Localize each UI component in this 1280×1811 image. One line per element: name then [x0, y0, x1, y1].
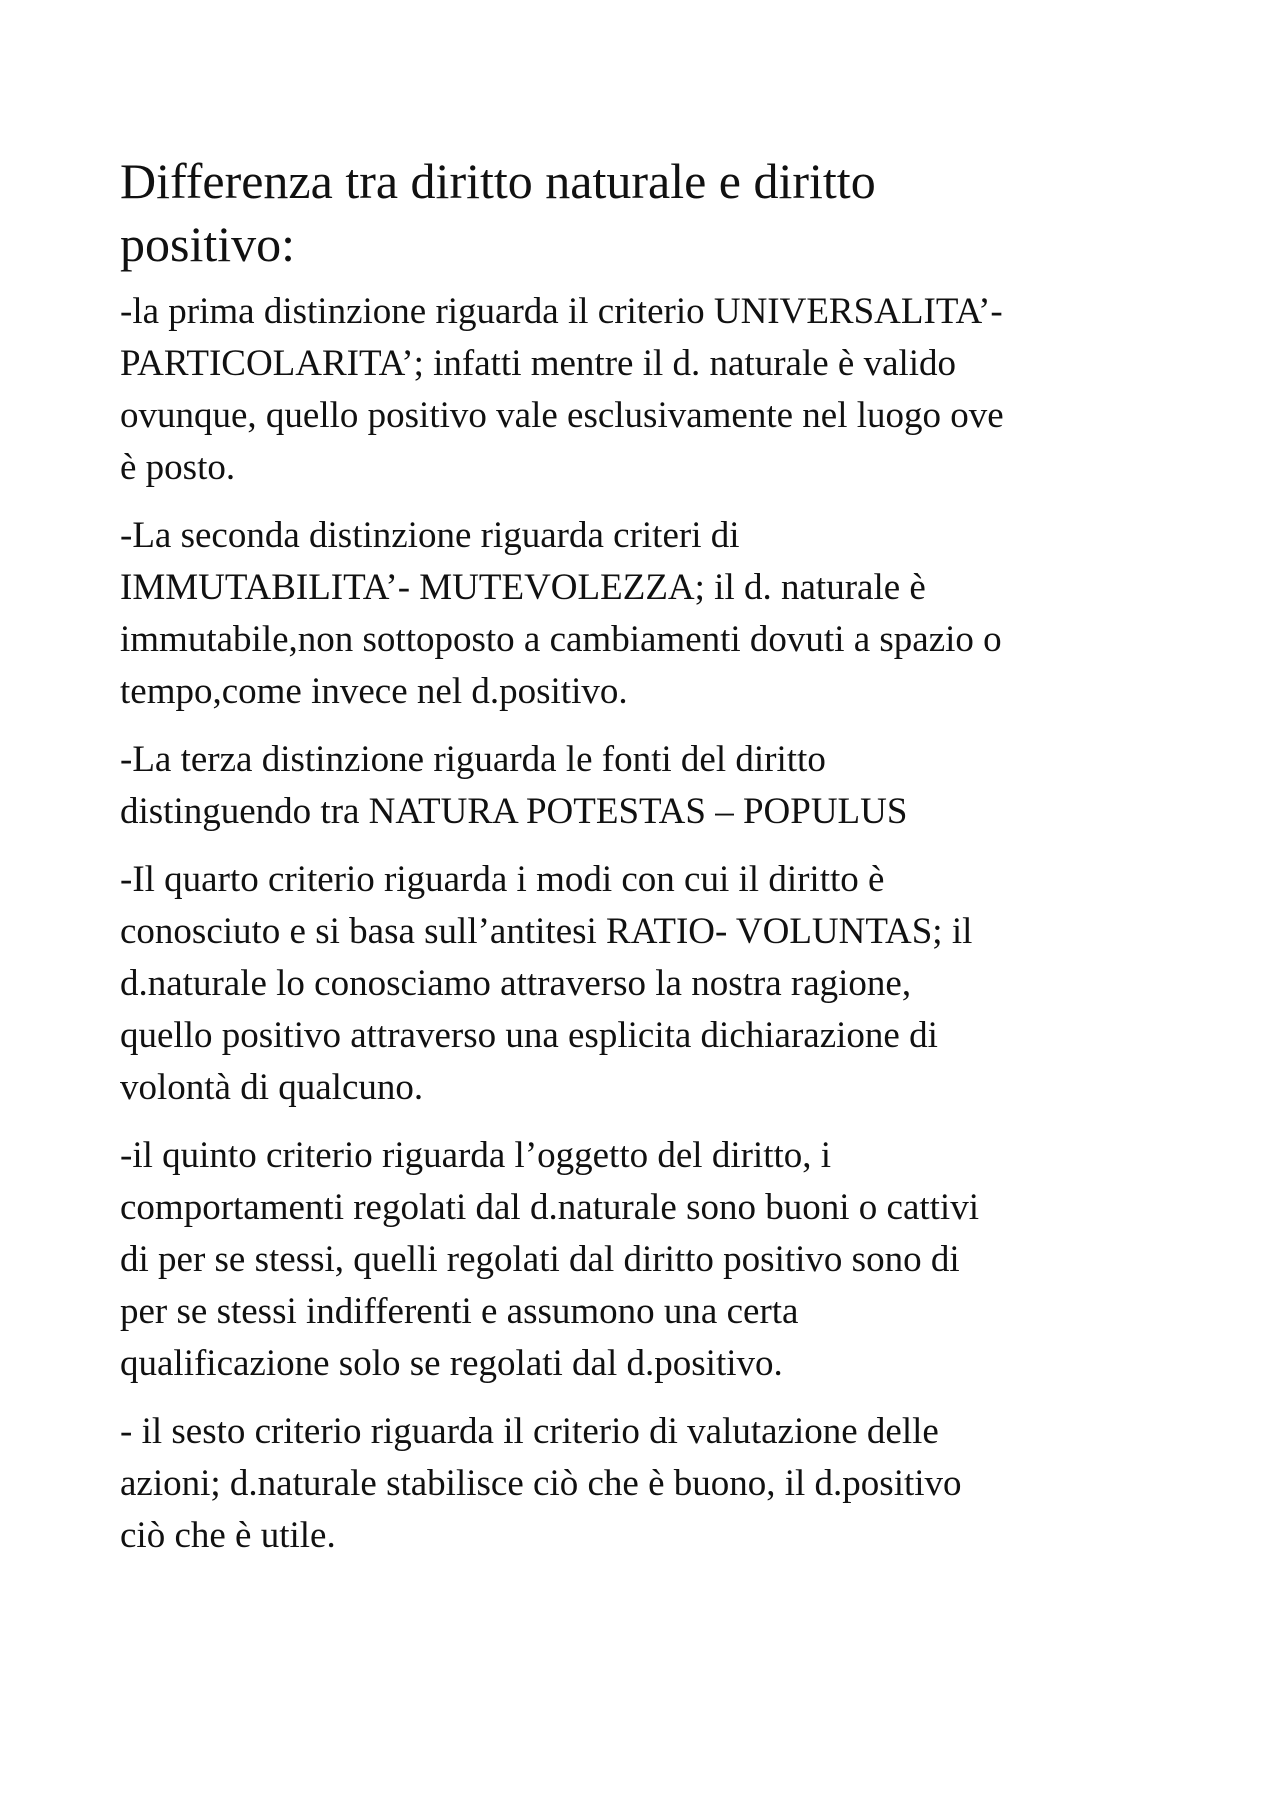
paragraph-fourth-criterion [120, 854, 1180, 1114]
text-line: distinguendo tra NATURA POTESTAS – POPULUS [120, 791, 908, 832]
title-line: positivo: [120, 216, 296, 272]
paragraph-sixth-criterion [120, 1406, 1180, 1562]
text-line: è posto. [120, 447, 236, 488]
text-line: - il sesto criterio riguarda il criterio di valutazione delle [120, 1411, 939, 1452]
text-line: ciò che è utile. [120, 1515, 336, 1556]
text-line: d.naturale lo conosciamo attraverso la nostra ragione, [120, 963, 912, 1004]
page-title [120, 150, 1180, 276]
text-line: conosciuto e si basa sull’antitesi RATIO- VOLUNTAS; il [120, 911, 973, 952]
text-line: volontà di qualcuno. [120, 1067, 424, 1108]
text-line: immutabile,non sottoposto a cambiamenti dovuti a spazio o [120, 619, 1002, 660]
text-line: PARTICOLARITA’; infatti mentre il d. naturale è valido [120, 343, 957, 384]
document-page [120, 150, 1180, 1578]
title-line: Differenza tra diritto naturale e diritto [120, 153, 876, 209]
text-line: tempo,come invece nel d.positivo. [120, 671, 628, 712]
text-line: di per se stessi, quelli regolati dal diritto positivo sono di [120, 1239, 960, 1280]
text-line: comportamenti regolati dal d.naturale sono buoni o cattivi [120, 1187, 979, 1228]
paragraph-second-distinction [120, 510, 1180, 718]
text-line: per se stessi indifferenti e assumono una certa [120, 1291, 799, 1332]
text-line: -il quinto criterio riguarda l’oggetto del diritto, i [120, 1135, 832, 1176]
text-line: -La seconda distinzione riguarda criteri di [120, 515, 740, 556]
text-line: -la prima distinzione riguarda il criterio UNIVERSALITA’- [120, 291, 1003, 332]
text-line: ovunque, quello positivo vale esclusivamente nel luogo ove [120, 395, 1004, 436]
paragraph-third-distinction [120, 734, 1180, 838]
paragraph-fifth-criterion [120, 1130, 1180, 1390]
paragraph-first-distinction [120, 286, 1180, 494]
text-line: qualificazione solo se regolati dal d.positivo. [120, 1343, 783, 1384]
text-line: -Il quarto criterio riguarda i modi con cui il diritto è [120, 859, 885, 900]
text-line: azioni; d.naturale stabilisce ciò che è buono, il d.positivo [120, 1463, 962, 1504]
text-line: quello positivo attraverso una esplicita dichiarazione di [120, 1015, 938, 1056]
text-line: IMMUTABILITA’- MUTEVOLEZZA; il d. naturale è [120, 567, 926, 608]
text-line: -La terza distinzione riguarda le fonti del diritto [120, 739, 826, 780]
